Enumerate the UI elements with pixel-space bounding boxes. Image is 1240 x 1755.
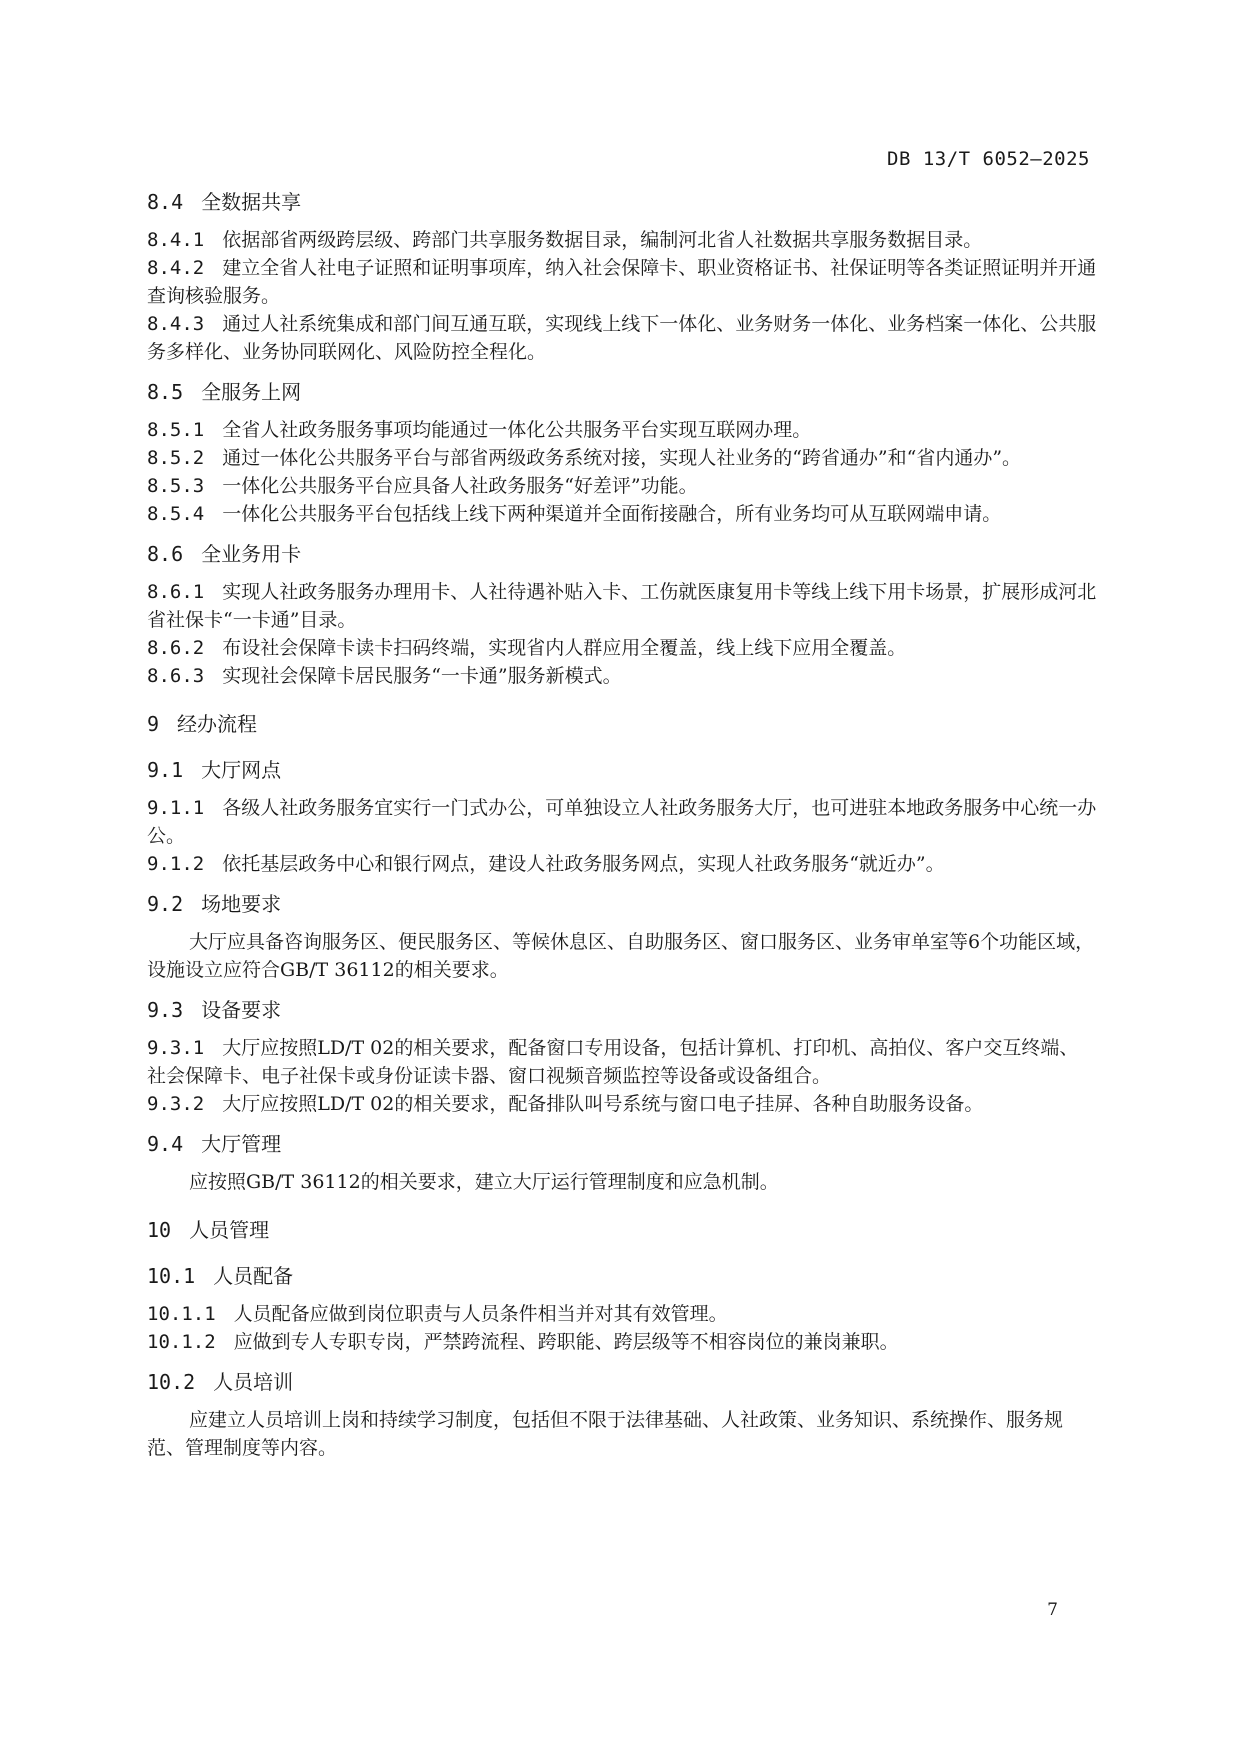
clause-text: 人员配备应做到岗位职责与人员条件相当并对其有效管理。 — [233, 1303, 728, 1325]
clause-number: 9.3.1 — [147, 1037, 205, 1059]
paragraph: 应建立人员培训上岗和持续学习制度，包括但不限于法律基础、人社政策、业务知识、系统操作、服务规范、管理制度等内容。 — [147, 1409, 1064, 1459]
chapter-heading — [147, 710, 1097, 738]
clause-text: 各级人社政务服务宜实行一门式办公，可单独设立人社政务服务大厅，也可进驻本地政务服务中心统一办公。 — [147, 797, 1097, 847]
clause-text: 建立全省人社电子证照和证明事项库，纳入社会保障卡、职业资格证书、社保证明等各类证照证明并开通查询核验服务。 — [147, 257, 1097, 307]
chapter-number: 9 — [147, 712, 160, 736]
clause-text: 布设社会保障卡读卡扫码终端，实现省内人群应用全覆盖，线上线下应用全覆盖。 — [222, 637, 907, 659]
section-title: 全服务上网 — [201, 380, 302, 404]
clause-number: 8.5.4 — [147, 503, 205, 525]
clause-text: 一体化公共服务平台应具备人社政务服务“好差评”功能。 — [222, 475, 698, 497]
clause-number: 8.5.1 — [147, 419, 205, 441]
section-number: 8.5 — [147, 380, 184, 404]
section-heading — [147, 378, 1097, 406]
section-heading — [147, 890, 1097, 918]
clause — [147, 850, 1097, 878]
clause — [147, 416, 1097, 444]
clause-number: 9.3.2 — [147, 1093, 205, 1115]
section-heading — [147, 1368, 1097, 1396]
section-heading — [147, 756, 1097, 784]
clause-number: 10.1.2 — [147, 1331, 216, 1353]
clause-text: 依据部省两级跨层级、跨部门共享服务数据目录，编制河北省人社数据共享服务数据目录。 — [222, 229, 983, 251]
page-number: 7 — [1047, 1600, 1058, 1620]
clause — [147, 226, 1097, 254]
clause — [147, 1300, 1097, 1328]
section-number: 9.1 — [147, 758, 184, 782]
section-number: 9.2 — [147, 892, 184, 916]
clause-text: 大厅应按照LD/T 02的相关要求，配备排队叫号系统与窗口电子挂屏、各种自助服务设备。 — [222, 1093, 984, 1115]
section-title: 人员配备 — [213, 1264, 294, 1288]
clause-text: 一体化公共服务平台包括线上线下两种渠道并全面衔接融合，所有业务均可从互联网端申请。 — [222, 503, 1002, 525]
chapter-title: 经办流程 — [177, 712, 258, 736]
clause-number: 8.4.2 — [147, 257, 205, 279]
clause-number: 8.6.1 — [147, 581, 205, 603]
clause-number: 8.5.2 — [147, 447, 205, 469]
clause-text: 实现人社政务服务办理用卡、人社待遇补贴入卡、工伤就医康复用卡等线上线下用卡场景，扩展形成河北省社保卡“一卡通”目录。 — [147, 581, 1097, 631]
section-title: 设备要求 — [201, 998, 282, 1022]
section-number: 10.1 — [147, 1264, 196, 1288]
section-heading — [147, 996, 1097, 1024]
clause — [147, 500, 1097, 528]
clause — [147, 794, 1097, 850]
section-number: 9.4 — [147, 1132, 184, 1156]
section-number: 8.4 — [147, 190, 184, 214]
section-heading — [147, 1130, 1097, 1158]
clause-text: 大厅应按照LD/T 02的相关要求，配备窗口专用设备，包括计算机、打印机、高拍仪、客户交互终端、社会保障卡、电子社保卡或身份证读卡器、窗口视频音频监控等设备或设备组合。 — [147, 1037, 1079, 1087]
clause-number: 9.1.2 — [147, 853, 205, 875]
paragraph: 应按照GB/T 36112的相关要求，建立大厅运行管理制度和应急机制。 — [189, 1171, 779, 1193]
clause — [147, 254, 1097, 310]
clause-number: 8.4.1 — [147, 229, 205, 251]
section-title: 场地要求 — [201, 892, 282, 916]
section-number: 8.6 — [147, 542, 184, 566]
clause-text: 全省人社政务服务事项均能通过一体化公共服务平台实现互联网办理。 — [222, 419, 812, 441]
clause-text: 通过一体化公共服务平台与部省两级政务系统对接，实现人社业务的“跨省通办”和“省内通办”。 — [222, 447, 1022, 469]
clause-number: 8.6.2 — [147, 637, 205, 659]
clause-text: 依托基层政务中心和银行网点，建设人社政务服务网点，实现人社政务服务“就近办”。 — [222, 853, 945, 875]
section-title: 人员培训 — [213, 1370, 294, 1394]
section-title: 全业务用卡 — [201, 542, 302, 566]
clause-text: 应做到专人专职专岗，严禁跨流程、跨职能、跨层级等不相容岗位的兼岗兼职。 — [233, 1331, 899, 1353]
clause-number: 8.6.3 — [147, 665, 205, 687]
section-title: 大厅网点 — [201, 758, 282, 782]
section-title: 大厅管理 — [201, 1132, 282, 1156]
section-title: 全数据共享 — [201, 190, 302, 214]
chapter-number: 10 — [147, 1218, 172, 1242]
clause — [147, 444, 1097, 472]
section-heading — [147, 540, 1097, 568]
chapter-heading — [147, 1216, 1097, 1244]
section-number: 9.3 — [147, 998, 184, 1022]
clause — [147, 578, 1097, 634]
clause — [147, 1034, 1097, 1090]
clause-number: 8.4.3 — [147, 313, 205, 335]
clause-number: 10.1.1 — [147, 1303, 216, 1325]
section-heading — [147, 1262, 1097, 1290]
clause-text: 通过人社系统集成和部门间互通互联，实现线上线下一体化、业务财务一体化、业务档案一体化、公共服务多样化、业务协同联网化、风险防控全程化。 — [147, 313, 1097, 363]
clause — [147, 310, 1097, 366]
paragraph: 大厅应具备咨询服务区、便民服务区、等候休息区、自助服务区、窗口服务区、业务审单室等6个功能区域，设施设立应符合GB/T 36112的相关要求。 — [147, 931, 1095, 981]
page-content — [147, 188, 1097, 1464]
clause — [147, 472, 1097, 500]
clause-text: 实现社会保障卡居民服务“一卡通”服务新模式。 — [222, 665, 622, 687]
clause — [147, 634, 1097, 662]
clause — [147, 1090, 1097, 1118]
clause-number: 9.1.1 — [147, 797, 205, 819]
clause — [147, 662, 1097, 690]
section-heading — [147, 188, 1097, 216]
document-code: DB 13/T 6052—2025 — [887, 148, 1090, 170]
clause-number: 8.5.3 — [147, 475, 205, 497]
clause — [147, 1328, 1097, 1356]
chapter-title: 人员管理 — [189, 1218, 270, 1242]
section-number: 10.2 — [147, 1370, 196, 1394]
